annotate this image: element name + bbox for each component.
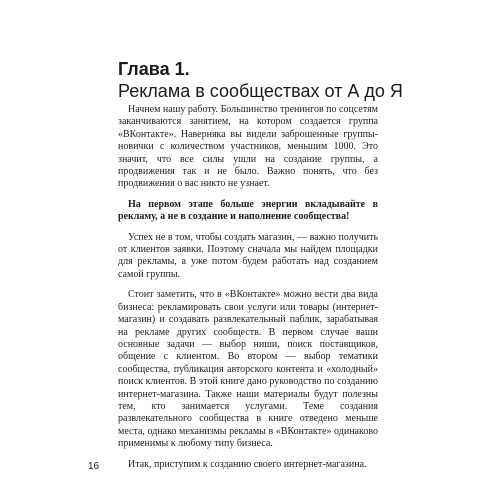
body-text (118, 104, 378, 479)
chapter-heading (118, 58, 418, 102)
paragraph-closing: Итак, приступим к созданию своего интернет-магазина. (128, 458, 367, 470)
page-number: 16 (88, 461, 100, 472)
paragraph-success: Успех не в том, чтобы создать магазин, — важно получить от клиентов заявки. Поэтому сначала мы найдем площадки для рекламы, а уже потом будем работать над созданием самой группы. (118, 231, 378, 280)
paragraph-business-types: Стоит заметить, что в «ВКонтакте» можно вести два вида бизнеса: рекламировать свои услуги или товары (интернет-магазин) и создавать развлекательный паблик, зарабатывая на рекламе других сообществ. В первом случае ваши основные задачи — выбор ниши, поиск поставщиков, общение с клиентом. Во втором — выбор тематики сообщества, публикация авторского контента и «холодный» поиск клиентов. В этой книге дано руководство по созданию интернет-магазина. Также наши материалы будут полезны тем, кто занимается услугами. Теме создания развлекательного сообщества в книге отведено меньше места, однако механизмы рекламы в «ВКонтакте» одинаково применимы к любому типу бизнеса. (118, 289, 378, 450)
chapter-title: Реклама в сообществах от А до Я (118, 81, 403, 101)
chapter-number: Глава 1. (118, 59, 190, 79)
paragraph-intro: Начнем нашу работу. Большинство тренингов по соцсетям заканчиваются занятием, на котором создается группа «ВКонтакте». Наверняка вы видели заброшенные группы-новички с количеством участников, меньшим 1000. Это значит, что все силы ушли на создание группы, а продвижения так и не было. Важно понять, что без продвижения о вас никто не узнает. (118, 104, 378, 190)
paragraph-emphasis: На первом этапе больше энергии вкладывайте в рекламу, а не в создание и наполнение сообщества! (118, 198, 378, 223)
